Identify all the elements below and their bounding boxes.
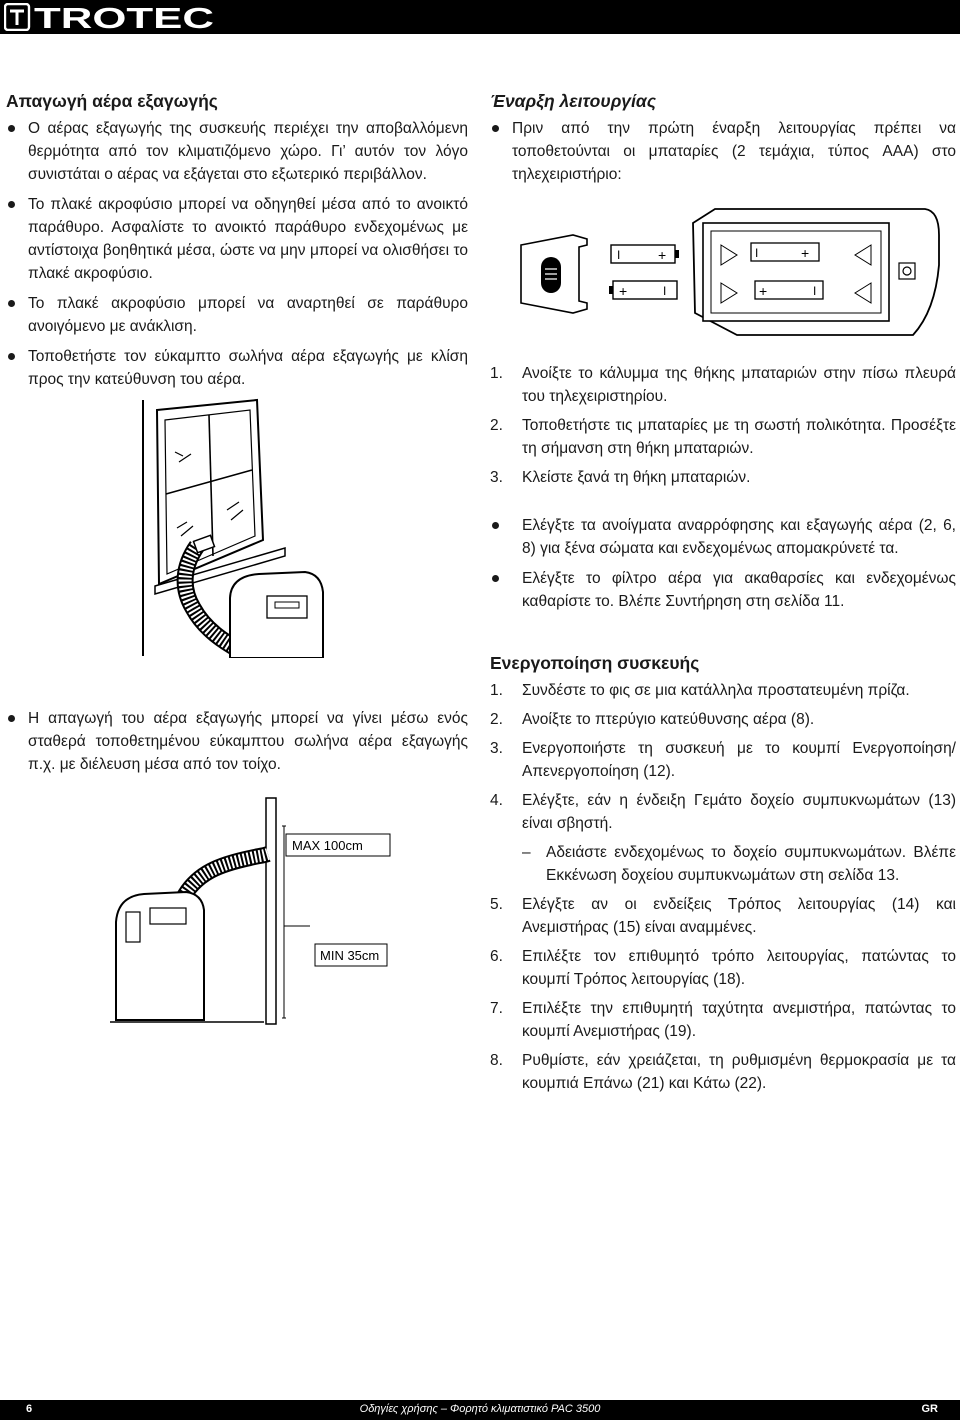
language-code: GR	[921, 1403, 938, 1415]
trotec-logo	[4, 3, 218, 31]
startup-bullets	[490, 117, 956, 186]
remote-battery-figure	[515, 205, 945, 355]
svg-text:I: I	[755, 246, 759, 260]
check-bullets	[490, 514, 956, 620]
list-item: 2. Ανοίξτε το πτερύγιο κατεύθυνσης αέρα (8).	[490, 711, 815, 728]
window-exhaust-figure	[135, 398, 335, 658]
list-item: 1. Συνδέστε το φις σε μια κατάλληλα προστατευμένη πρίζα.	[490, 682, 910, 699]
footer-bar	[0, 1400, 960, 1420]
list-item: Ο αέρας εξαγωγής της συσκευής περιέχει την αποβαλλόμενη θερμότητα από τον κλιματιζόμενο χώρο. Γι’ αυτόν τον λόγο συνιστάται ο αέρας να εξάγεται στο εξωτερικό περιβάλλον.	[6, 117, 468, 186]
list-item: Τοποθετήστε τον εύκαμπτο σωλήνα αέρα εξαγωγής με κλίση προς την κατεύθυνση του αέρα.	[6, 345, 468, 391]
list-item: 8. Ρυθμίστε, εάν χρειάζεται, τη ρυθμισμένη θερμοκρασία με τα κουμπιά Επάνω (21) και Κάτω (22).	[490, 1052, 956, 1092]
left-column	[6, 89, 468, 398]
activation-title: Ενεργοποίηση συσκευής	[490, 653, 700, 673]
startup-title: Έναρξη λειτουργίας	[490, 91, 657, 111]
list-item: 4. Ελέγξτε, εάν η ένδειξη Γεμάτο δοχείο συμπυκνωμάτων (13) είναι σβηστή.	[490, 792, 956, 832]
header-bar	[0, 0, 960, 34]
list-item: Το πλακέ ακροφύσιο μπορεί να αναρτηθεί σε παράθυρο ανοιγόμενο με ανάκλιση.	[6, 292, 468, 338]
list-item: Η απαγωγή του αέρα εξαγωγής μπορεί να γίνει μέσω ενός σταθερά τοποθετημένου εύκαμπτου σωλήνα αέρα εξαγωγής π.χ. με διέλευση μέσα από τον τοίχο.	[6, 707, 468, 776]
svg-text:I: I	[813, 284, 817, 298]
list-item: 6. Επιλέξτε τον επιθυμητό τρόπο λειτουργίας, πατώντας το κουμπί Τρόπος λειτουργίας (18).	[490, 948, 956, 988]
list-item: Πριν από την πρώτη έναρξη λειτουργίας πρέπει να τοποθετούνται οι μπαταρίες (2 τεμάχια, τύπος AAA) στο τηλεχειριστήριο:	[490, 117, 956, 186]
svg-text:I: I	[663, 284, 667, 298]
activation-section	[490, 651, 956, 1101]
activation-steps	[490, 679, 956, 835]
list-item: Ελέγξτε τα ανοίγματα αναρρόφησης και εξαγωγής αέρα (2, 6, 8) για ξένα σώματα και ενδεχομένως απομακρύνετέ τα.	[490, 514, 956, 560]
list-item: 2. Τοποθετήστε τις μπαταρίες με τη σωστή πολικότητα. Προσέξτε τη σήμανση στη θήκη μπαταριών.	[490, 417, 956, 457]
page-number: 6	[26, 1403, 33, 1415]
wall-exhaust-figure	[110, 796, 400, 1026]
max-height-label: MAX 100cm	[292, 838, 363, 853]
battery-steps	[490, 362, 956, 495]
list-item: 7. Επιλέξτε την επιθυμητή ταχύτητα ανεμιστήρα, πατώντας το κουμπί Ανεμιστήρας (19).	[490, 1000, 956, 1040]
list-item: 3. Ενεργοποιήστε τη συσκευή με το κουμπί Ενεργοποίηση/Απενεργοποίηση (12).	[490, 740, 956, 780]
list-item: 3. Κλείστε ξανά τη θήκη μπαταριών.	[490, 469, 751, 486]
document-title: Οδηγίες χρήσης – Φορητό κλιματιστικό PAC 3500	[359, 1403, 601, 1415]
right-column-top	[490, 89, 956, 193]
min-height-label: MIN 35cm	[320, 948, 380, 963]
svg-text:TROTEC: TROTEC	[34, 3, 215, 31]
list-item: 1. Ανοίξτε το κάλυμμα της θήκης μπαταριών στην πίσω πλευρά του τηλεχειριστηρίου.	[490, 365, 956, 405]
svg-text:+: +	[619, 283, 628, 299]
exhaust-title: Απαγωγή αέρα εξαγωγής	[6, 91, 218, 111]
list-item: 5. Ελέγξτε αν οι ενδείξεις Τρόπος λειτουργίας (14) και Ανεμιστήρας (15) είναι αναμμένες.	[490, 896, 956, 936]
activation-steps-continued	[490, 893, 956, 1095]
list-item: – Αδειάστε ενδεχομένως το δοχείο συμπυκνωμάτων. Βλέπε Εκκένωση δοχείου συμπυκνωμάτων στη σελίδα 13.	[522, 844, 956, 884]
svg-text:I: I	[617, 248, 621, 262]
exhaust-bullets	[6, 117, 468, 391]
svg-text:+: +	[658, 247, 667, 263]
wall-bullet-list	[6, 707, 468, 783]
svg-text:+: +	[759, 283, 768, 299]
svg-text:+: +	[801, 245, 810, 261]
list-item: Το πλακέ ακροφύσιο μπορεί να οδηγηθεί μέσα από το ανοικτό παράθυρο. Ασφαλίστε το ανοικτό παράθυρο ενδεχομένως με αντίστοιχα βοηθητικά μέσα, ώστε να μην μπορεί να ολισθήσει το πλακέ ακροφύσιο.	[6, 193, 468, 285]
list-item: Ελέγξτε το φίλτρο αέρα για ακαθαρσίες και ενδεχομένως καθαρίστε το. Βλέπε Συντήρηση στη σελίδα 11.	[490, 567, 956, 613]
